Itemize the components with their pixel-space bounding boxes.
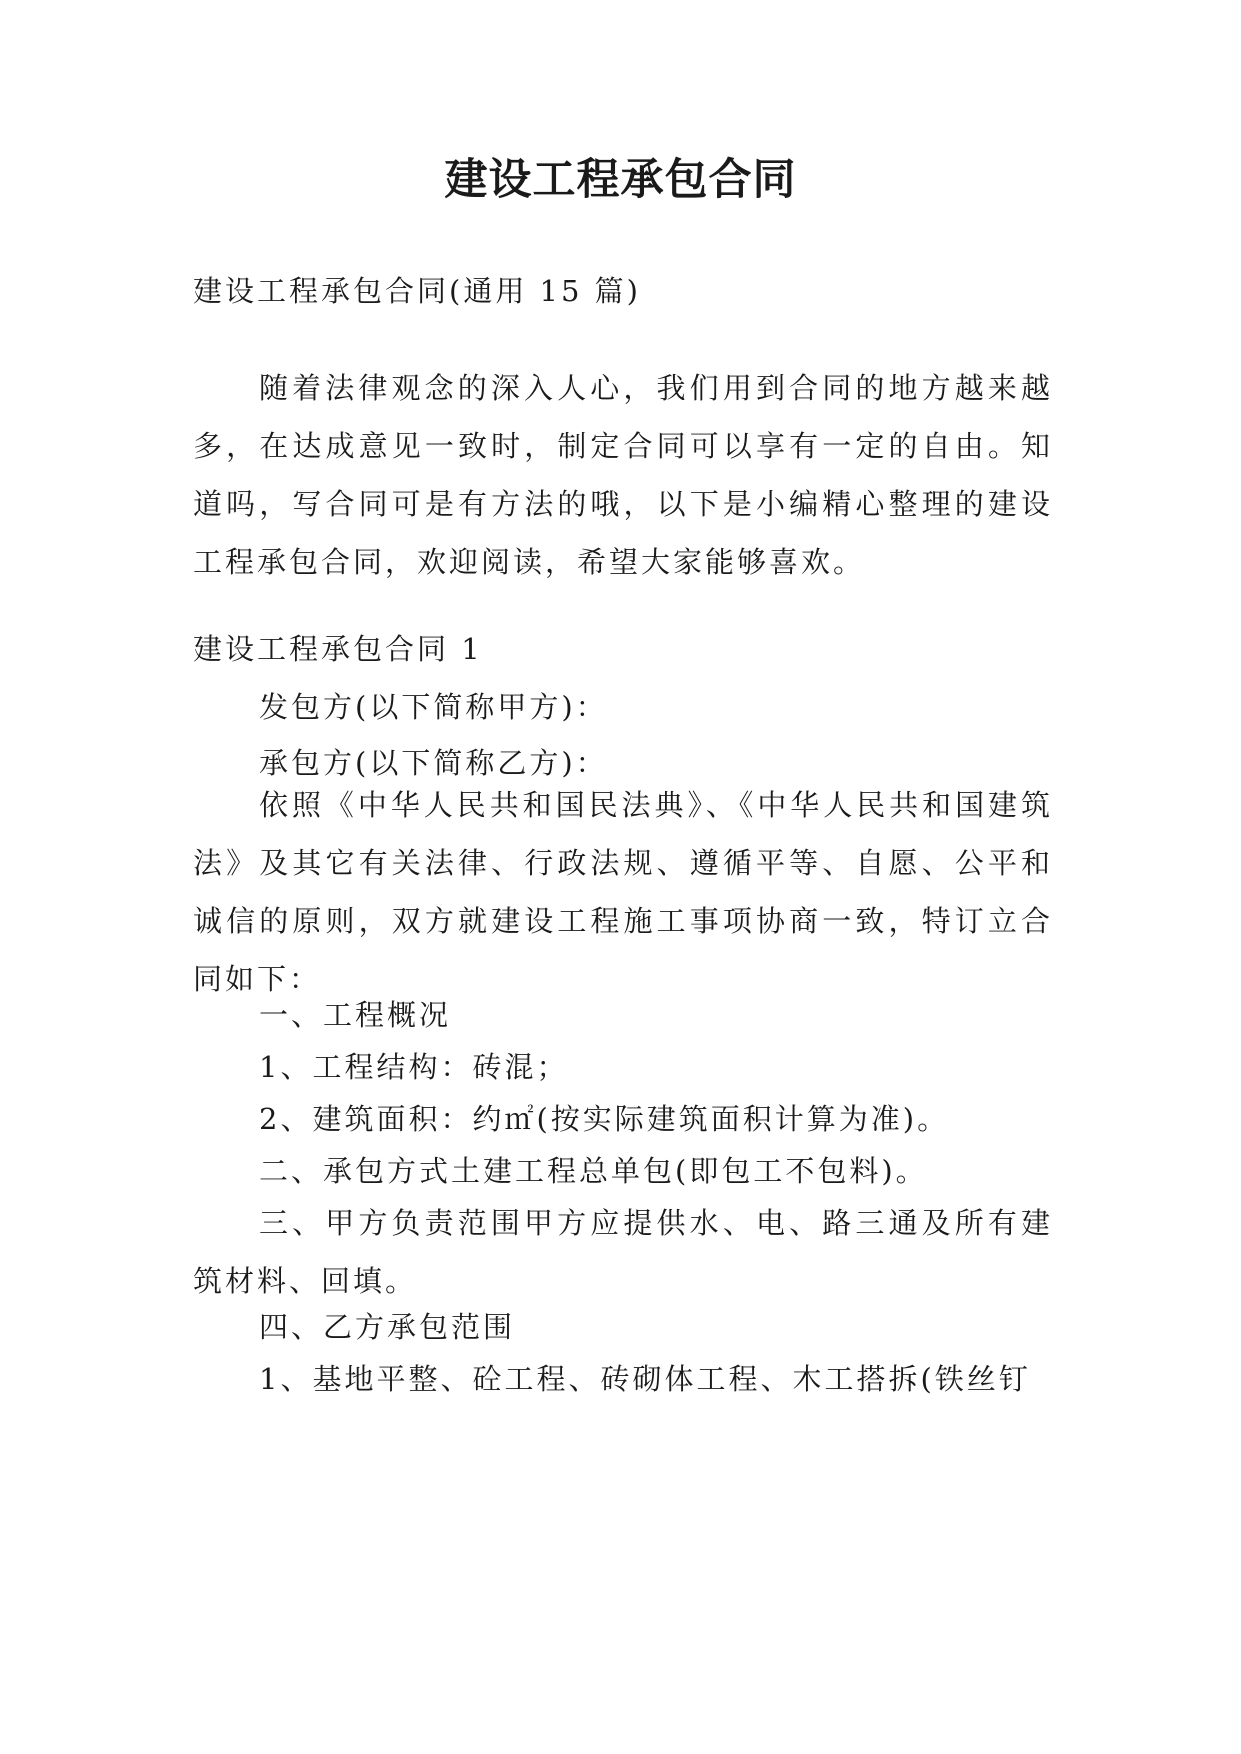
clause-4-1: 1、基地平整、砼工程、砖砌体工程、木工搭拆(铁丝钉: [259, 1362, 1031, 1396]
clause-3: 三、甲方负责范围甲方应提供水、电、路三通及所有建筑材料、回填。: [193, 1206, 1053, 1298]
clause-1-2: 2、建筑面积：约㎡(按实际建筑面积计算为准)。: [259, 1102, 950, 1136]
section-heading: 建设工程承包合同 1: [193, 632, 483, 666]
party-a-line: 发包方(以下简称甲方)：: [259, 690, 608, 724]
intro-paragraph: 随着法律观念的深入人心，我们用到合同的地方越来越多，在达成意见一致时，制定合同可以享有一定的自由。知道吗，写合同可是有方法的哦，以下是小编精心整理的建设工程承包合同，欢迎阅读，希望大家能够喜欢。: [193, 371, 1053, 579]
party-b-line: 承包方(以下简称乙方)：: [259, 746, 608, 780]
document-title: 建设工程承包合同: [444, 155, 797, 205]
document-subtitle: 建设工程承包合同(通用 15 篇): [193, 274, 641, 308]
legal-basis-paragraph: 依照《中华人民共和国民法典》、《中华人民共和国建筑法》及其它有关法律、行政法规、遵循平等、自愿、公平和诚信的原则，双方就建设工程施工事项协商一致，特订立合同如下：: [193, 788, 1053, 996]
clause-1-heading: 一、工程概况: [259, 998, 452, 1032]
clause-2: 二、承包方式土建工程总单包(即包工不包料)。: [259, 1154, 928, 1188]
clause-4-heading: 四、乙方承包范围: [259, 1310, 516, 1344]
clause-1-1: 1、工程结构：砖混；: [259, 1050, 569, 1084]
